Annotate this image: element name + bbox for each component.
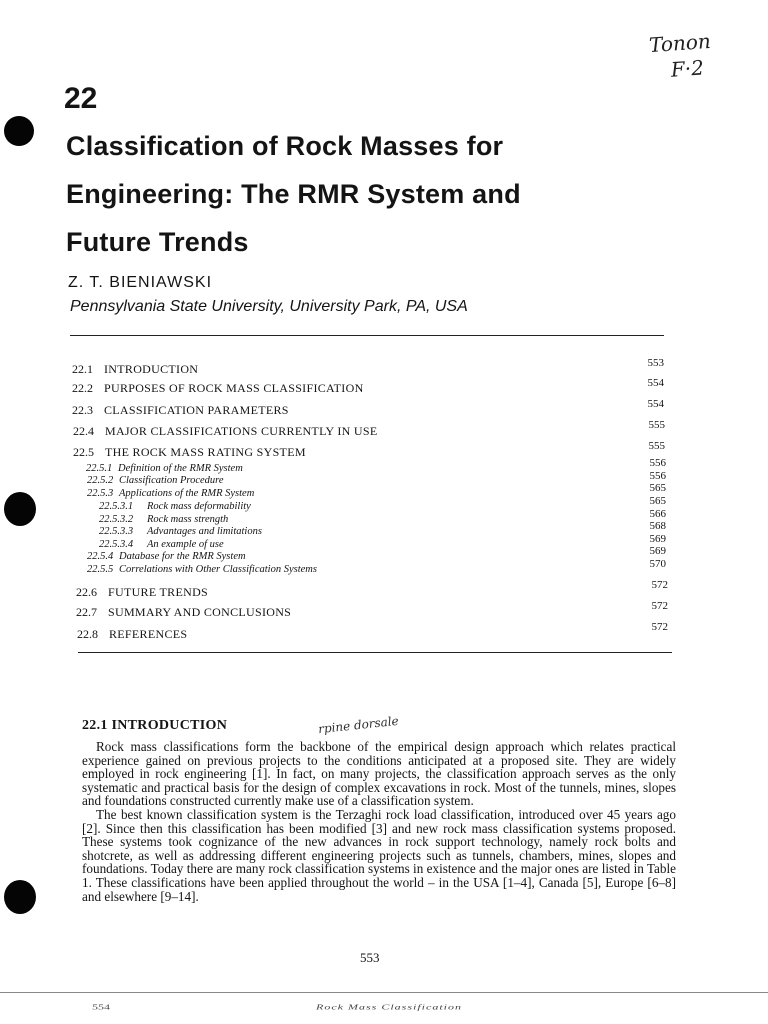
toc-subentry: 22.5.3.3 Advantages and limitations [99, 526, 262, 537]
toc-page-number: 554 [647, 398, 664, 410]
toc-bottom-rule [78, 652, 672, 653]
toc-page-number: 565 [649, 495, 666, 507]
punch-hole [4, 492, 36, 526]
toc-subentry: 22.5.4 Database for the RMR System [87, 551, 246, 562]
toc-page-number: 569 [649, 533, 666, 545]
section-heading: 22.1 INTRODUCTION [82, 718, 228, 733]
toc-entry: 22.6 FUTURE TRENDS [76, 585, 209, 599]
toc-page-number: 565 [649, 482, 666, 494]
author-affiliation: Pennsylvania State University, University Park, PA, USA [70, 298, 468, 315]
handwritten-margin-note [649, 28, 714, 84]
punch-hole [4, 880, 36, 914]
paragraph: Rock mass classifications form the backbone of the empirical design approach which relates practical experience gained on previous projects to the conditions anticipated at a proposed site. They are widely employed in rock engineering [1]. In fact, on many projects, the classification approach serves as the only systematic and practical basis for the design of complex excavations in rock. Most of the tunnels, mines, slopes and foundations constructed currently make use of a classification system. [82, 739, 676, 809]
toc-subentry: 22.5.3.4 An example of use [99, 539, 224, 550]
body-text [82, 740, 676, 903]
punch-hole [4, 116, 34, 146]
handwritten-scribble: rpine dorsale [317, 713, 400, 737]
toc-page-number: 555 [648, 440, 665, 452]
toc-page-number: 556 [649, 470, 666, 482]
toc-page-number: 554 [647, 377, 664, 389]
toc-subentry: 22.5.5 Correlations with Other Classification Systems [87, 564, 317, 575]
toc-entry: 22.2 PURPOSES OF ROCK MASS CLASSIFICATION [72, 381, 364, 395]
toc-page-number: 555 [648, 419, 665, 431]
chapter-number: 22 [64, 82, 98, 115]
toc-subentry: 22.5.2 Classification Procedure [87, 475, 224, 486]
toc-entry: 22.8 REFERENCES [77, 627, 188, 641]
toc-top-rule [70, 335, 664, 336]
toc-page-number: 553 [647, 357, 664, 369]
toc-entry: 22.5 THE ROCK MASS RATING SYSTEM [73, 445, 306, 459]
toc-entry: 22.7 SUMMARY AND CONCLUSIONS [76, 605, 292, 619]
toc-page-number: 556 [649, 457, 666, 469]
handwritten-note-line-2: F·2 [670, 55, 706, 82]
toc-subentry: 22.5.1 Definition of the RMR System [86, 463, 243, 474]
toc-page-number: 572 [651, 600, 668, 612]
page-edge-line [0, 992, 768, 993]
next-page-number: 554 [92, 1003, 110, 1012]
handwritten-note-line-1: Tonon [648, 28, 712, 58]
toc-page-number: 569 [649, 545, 666, 557]
toc-entry: 22.1 INTRODUCTION [72, 362, 199, 376]
next-page-running-head: Rock Mass Classification [316, 1003, 462, 1012]
toc-entry: 22.4 MAJOR CLASSIFICATIONS CURRENTLY IN USE [73, 424, 378, 438]
toc-page-number: 566 [649, 508, 666, 520]
toc-subentry: 22.5.3.2 Rock mass strength [99, 514, 229, 525]
toc-subentry: 22.5.3.1 Rock mass deformability [99, 501, 251, 512]
toc-page-number: 572 [651, 621, 668, 633]
toc-page-number: 572 [651, 579, 668, 591]
toc-subentry: 22.5.3 Applications of the RMR System [87, 488, 255, 499]
toc-page-number: 570 [649, 558, 666, 570]
chapter-title [66, 122, 706, 266]
chapter-title-line: Classification of Rock Masses for [66, 131, 504, 161]
toc-entry: 22.3 CLASSIFICATION PARAMETERS [72, 403, 289, 417]
page-number: 553 [360, 950, 380, 965]
paragraph: The best known classification system is the Terzaghi rock load classification, introduced over 45 years ago [2]. Since then this classification has been modified [3] and new rock mass classification systems proposed. These systems took cognizance of the new advances in rock support technology, namely rock bolts and shotcrete, as well as addressing different engineering projects such as tunnels, chambers, mines, slopes and foundations. Today there are many rock classification systems in existence and the major ones are listed in Table 1. These classifications have been applied throughout the world – in the USA [1–4], Canada [5], Europe [6–8] and elsewhere [9–14]. [82, 806, 676, 904]
chapter-title-line: Future Trends [66, 227, 249, 257]
author-name: Z. T. BIENIAWSKI [68, 274, 213, 291]
chapter-title-line: Engineering: The RMR System and [66, 179, 521, 209]
toc-page-number: 568 [649, 520, 666, 532]
